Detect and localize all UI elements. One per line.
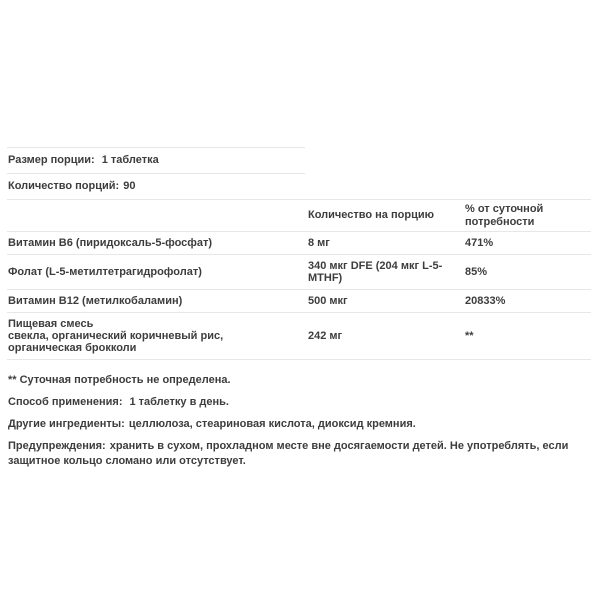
daily-value-footnote: ** Суточная потребность не определена. (8, 374, 231, 386)
column-header-name (7, 213, 307, 219)
table-header-row (7, 199, 591, 231)
serving-size-value: 1 таблетка (101, 154, 159, 166)
nutrient-daily-value: 85% (465, 266, 488, 278)
directions-value: 1 таблетку в день. (129, 396, 229, 408)
column-header-amount: Количество на порцию (308, 209, 434, 222)
nutrient-amount: 500 мкг (308, 295, 348, 307)
nutrient-daily-value: 471% (465, 237, 494, 249)
nutrient-name: Витамин B6 (пиридоксаль-5-фосфат) (8, 237, 213, 249)
nutrient-facts-table (7, 199, 591, 360)
warnings-value: хранить в сухом, прохладном месте вне досягаемости детей. Не употреблять, если защитное кольцо сломано или отсутствует. (8, 440, 569, 467)
serving-size-label: Размер порции: (8, 154, 95, 166)
nutrient-row-folate (7, 254, 591, 289)
other-ingredients-value: целлюлоза, стеариновая кислота, диоксид кремния. (128, 418, 416, 430)
nutrient-name: Фолат (L-5-метилтетрагидрофолат) (8, 266, 202, 278)
servings-per-container-value: 90 (123, 180, 136, 192)
nutrient-amount: 242 мг (308, 330, 343, 342)
nutrient-daily-value: 20833% (465, 295, 506, 307)
nutrient-name: Витамин B12 (метилкобаламин) (8, 295, 183, 307)
directions-paragraph (7, 395, 591, 410)
warnings-paragraph (7, 439, 591, 469)
nutrient-name-title: Пищевая смесь (8, 318, 94, 330)
other-ingredients-label: Другие ингредиенты: (8, 418, 125, 430)
directions-label: Способ применения: (8, 396, 123, 408)
nutrient-row-vitamin-b6 (7, 231, 591, 254)
nutrient-name (7, 313, 307, 359)
nutrient-amount: 340 мкг DFE (204 мкг L-5-MTHF) (308, 260, 443, 284)
column-header-daily-value: % от суточной потребности (465, 203, 544, 228)
warnings-label: Предупреждения: (8, 440, 106, 452)
servings-per-container-row (7, 173, 305, 199)
nutrient-row-food-blend (7, 312, 591, 359)
other-ingredients-paragraph (7, 417, 591, 432)
nutrient-daily-value: ** (465, 330, 474, 342)
supplement-facts-section (7, 147, 591, 469)
nutrient-row-vitamin-b12 (7, 289, 591, 312)
nutrient-name-detail: свекла, органический коричневый рис, органическая брокколи (8, 330, 224, 354)
serving-size-row (7, 147, 305, 173)
servings-per-container-label: Количество порций: (8, 180, 120, 192)
nutrient-amount: 8 мг (308, 237, 330, 249)
serving-info-block (7, 147, 305, 199)
